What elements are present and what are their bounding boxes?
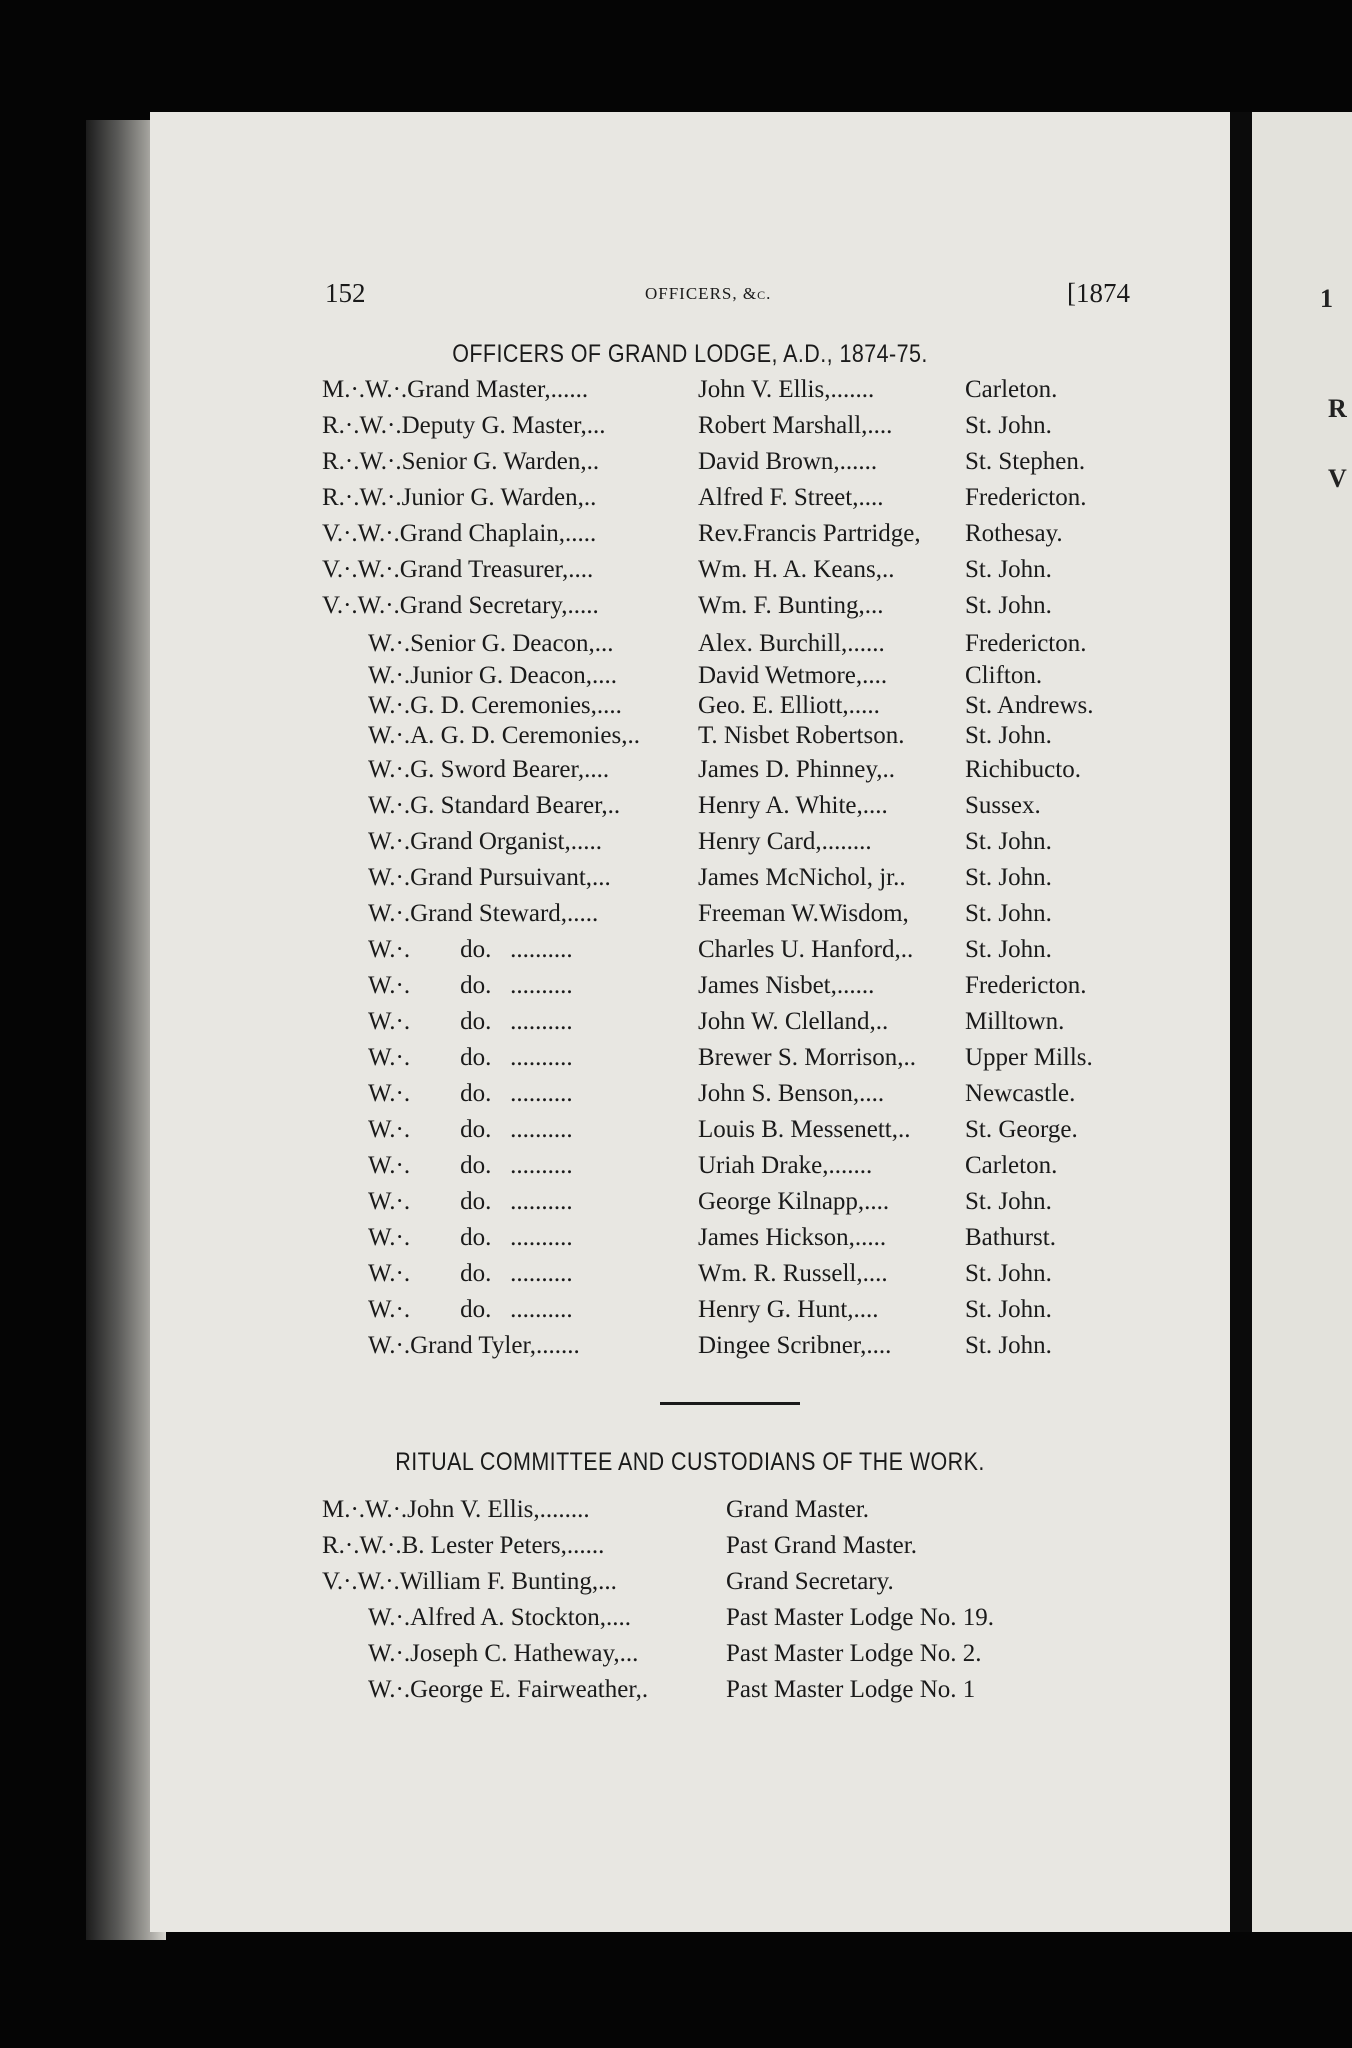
officer-place: Carleton. xyxy=(965,376,1058,403)
officer-name: Wm. R. Russell,.... xyxy=(698,1260,888,1287)
officer-row xyxy=(0,1188,1230,1222)
officer-name: Geo. E. Elliott,..... xyxy=(698,692,880,719)
officer-office: R.·.W.·.Senior G. Warden,.. xyxy=(322,448,600,475)
ritual-row xyxy=(0,1496,1230,1530)
officer-row xyxy=(0,692,1230,726)
officer-row xyxy=(0,412,1230,446)
officer-name: Henry G. Hunt,.... xyxy=(698,1296,879,1323)
officer-name: Alex. Burchill,...... xyxy=(698,630,885,657)
ritual-role: Past Grand Master. xyxy=(726,1532,917,1559)
officer-place: St. George. xyxy=(965,1116,1078,1143)
ritual-member: R.·.W.·.B. Lester Peters,...... xyxy=(322,1532,605,1559)
ritual-row xyxy=(0,1676,1230,1710)
officer-place: St. John. xyxy=(965,828,1052,855)
officer-place: Milltown. xyxy=(965,1008,1065,1035)
officer-row xyxy=(0,792,1230,826)
officer-name: James Nisbet,...... xyxy=(698,972,875,999)
next-page-edge xyxy=(1252,112,1352,1932)
ritual-row xyxy=(0,1532,1230,1566)
officer-name: Wm. H. A. Keans,.. xyxy=(698,556,895,583)
officer-office: W.·.A. G. D. Ceremonies,.. xyxy=(368,722,640,749)
officer-place: St. John. xyxy=(965,412,1052,439)
officer-name: John W. Clelland,.. xyxy=(698,1008,889,1035)
officer-place: St. John. xyxy=(965,864,1052,891)
officer-name: Freeman W.Wisdom, xyxy=(698,900,909,927)
officer-row xyxy=(0,1008,1230,1042)
officer-name: Uriah Drake,....... xyxy=(698,1152,873,1179)
officer-place: Fredericton. xyxy=(965,484,1087,511)
officer-office: W.·. do. .......... xyxy=(368,1224,573,1251)
officer-row xyxy=(0,1116,1230,1150)
officer-row xyxy=(0,972,1230,1006)
officer-name: David Brown,...... xyxy=(698,448,878,475)
officer-name: Charles U. Hanford,.. xyxy=(698,936,914,963)
next-page-fragment: V xyxy=(1328,464,1347,493)
officer-name: James Hickson,..... xyxy=(698,1224,887,1251)
officer-row xyxy=(0,1152,1230,1186)
next-page-fragment: R xyxy=(1328,394,1347,423)
officer-place: Newcastle. xyxy=(965,1080,1076,1107)
officer-office: W.·.Grand Tyler,....... xyxy=(368,1332,580,1359)
ritual-role: Past Master Lodge No. 19. xyxy=(726,1604,995,1631)
officer-name: John V. Ellis,....... xyxy=(698,376,875,403)
officer-row xyxy=(0,520,1230,554)
ritual-role: Grand Master. xyxy=(726,1496,870,1523)
officer-place: St. Stephen. xyxy=(965,448,1086,475)
officer-office: M.·.W.·.Grand Master,...... xyxy=(322,376,589,403)
officer-place: Sussex. xyxy=(965,792,1041,819)
officer-row xyxy=(0,556,1230,590)
ritual-role: Grand Secretary. xyxy=(726,1568,894,1595)
officer-office: V.·.W.·.Grand Chaplain,..... xyxy=(322,520,597,547)
officer-office: W.·. do. .......... xyxy=(368,972,573,999)
officer-name: James D. Phinney,.. xyxy=(698,756,895,783)
next-page-fragment: 1 xyxy=(1320,284,1333,313)
officer-office: W.·.G. D. Ceremonies,.... xyxy=(368,692,622,719)
officer-place: St. John. xyxy=(965,722,1052,749)
officer-place: St. John. xyxy=(965,900,1052,927)
ritual-row xyxy=(0,1604,1230,1638)
officer-row xyxy=(0,1296,1230,1330)
officer-office: W.·. do. .......... xyxy=(368,1116,573,1143)
ritual-role: Past Master Lodge No. 2. xyxy=(726,1640,982,1667)
officer-row xyxy=(0,864,1230,898)
officer-office: V.·.W.·.Grand Treasurer,.... xyxy=(322,556,594,583)
ritual-title: RITUAL COMMITTEE AND CUSTODIANS OF THE WORK. xyxy=(395,1448,985,1476)
ritual-member: W.·.Joseph C. Hatheway,... xyxy=(368,1640,639,1667)
officer-row xyxy=(0,1080,1230,1114)
officer-place: Bathurst. xyxy=(965,1224,1056,1251)
officer-place: Fredericton. xyxy=(965,972,1087,999)
officer-place: St. John. xyxy=(965,592,1052,619)
ritual-role: Past Master Lodge No. 1 xyxy=(726,1676,976,1703)
officer-name: George Kilnapp,.... xyxy=(698,1188,890,1215)
officer-row xyxy=(0,376,1230,410)
ritual-member: M.·.W.·.John V. Ellis,........ xyxy=(322,1496,590,1523)
officer-name: James McNichol, jr.. xyxy=(698,864,906,891)
officer-office: V.·.W.·.Grand Secretary,..... xyxy=(322,592,599,619)
officer-office: W.·.Grand Steward,..... xyxy=(368,900,599,927)
officer-office: R.·.W.·.Deputy G. Master,... xyxy=(322,412,606,439)
officer-office: W.·. do. .......... xyxy=(368,1296,573,1323)
officer-name: Henry A. White,.... xyxy=(698,792,888,819)
ritual-member: V.·.W.·.William F. Bunting,... xyxy=(322,1568,617,1595)
officer-name: David Wetmore,.... xyxy=(698,662,888,689)
officer-name: Rev.Francis Partridge, xyxy=(698,520,921,547)
officer-name: John S. Benson,.... xyxy=(698,1080,885,1107)
header-year: [1874 xyxy=(1067,278,1130,308)
officer-name: Louis B. Messenett,.. xyxy=(698,1116,911,1143)
section-divider xyxy=(660,1402,800,1405)
officer-row xyxy=(0,662,1230,696)
officer-place: St. John. xyxy=(965,936,1052,963)
officer-place: St. Andrews. xyxy=(965,692,1094,719)
officer-name: T. Nisbet Robertson. xyxy=(698,722,905,749)
ritual-row xyxy=(0,1640,1230,1674)
officer-office: W.·.G. Sword Bearer,.... xyxy=(368,756,610,783)
officer-name: Brewer S. Morrison,.. xyxy=(698,1044,917,1071)
officer-office: W.·.Grand Pursuivant,... xyxy=(368,864,611,891)
officer-office: W.·. do. .......... xyxy=(368,936,573,963)
officer-place: St. John. xyxy=(965,556,1052,583)
officer-place: Clifton. xyxy=(965,662,1043,689)
running-header xyxy=(325,278,1130,318)
officer-office: W.·. do. .......... xyxy=(368,1152,573,1179)
officer-row xyxy=(0,936,1230,970)
page-number: 152 xyxy=(325,278,366,308)
officer-place: Rothesay. xyxy=(965,520,1063,547)
officer-row xyxy=(0,448,1230,482)
officer-place: St. John. xyxy=(965,1188,1052,1215)
ritual-member: W.·.Alfred A. Stockton,.... xyxy=(368,1604,631,1631)
page-gutter xyxy=(1230,112,1252,1932)
officer-office: W.·.G. Standard Bearer,.. xyxy=(368,792,621,819)
officer-row xyxy=(0,1224,1230,1258)
officer-row xyxy=(0,1044,1230,1078)
officer-office: W.·. do. .......... xyxy=(368,1188,573,1215)
officer-row xyxy=(0,1332,1230,1366)
officer-place: Fredericton. xyxy=(965,630,1087,657)
officers-title: OFFICERS OF GRAND LODGE, A.D., 1874-75. xyxy=(452,340,928,368)
officer-office: R.·.W.·.Junior G. Warden,.. xyxy=(322,484,597,511)
officer-row xyxy=(0,722,1230,756)
officer-place: St. John. xyxy=(965,1332,1052,1359)
running-title: OFFICERS, &c. xyxy=(645,284,772,303)
officer-office: W.·.Grand Organist,..... xyxy=(368,828,602,855)
ritual-row xyxy=(0,1568,1230,1602)
officer-place: Richibucto. xyxy=(965,756,1081,783)
officer-row xyxy=(0,900,1230,934)
officer-place: St. John. xyxy=(965,1260,1052,1287)
officer-row xyxy=(0,592,1230,626)
ritual-member: W.·.George E. Fairweather,. xyxy=(368,1676,649,1703)
officer-row xyxy=(0,1260,1230,1294)
officer-name: Wm. F. Bunting,... xyxy=(698,592,884,619)
officer-row xyxy=(0,756,1230,790)
officer-name: Robert Marshall,.... xyxy=(698,412,893,439)
officer-place: Upper Mills. xyxy=(965,1044,1093,1071)
officer-row xyxy=(0,630,1230,664)
officer-place: Carleton. xyxy=(965,1152,1058,1179)
officer-office: W.·. do. .......... xyxy=(368,1008,573,1035)
officer-office: W.·. do. .......... xyxy=(368,1080,573,1107)
officer-name: Alfred F. Street,.... xyxy=(698,484,884,511)
officer-place: St. John. xyxy=(965,1296,1052,1323)
officer-office: W.·. do. .......... xyxy=(368,1260,573,1287)
officer-office: W.·. do. .......... xyxy=(368,1044,573,1071)
officer-row xyxy=(0,828,1230,862)
officer-name: Dingee Scribner,.... xyxy=(698,1332,892,1359)
officer-name: Henry Card,........ xyxy=(698,828,872,855)
officer-office: W.·.Junior G. Deacon,.... xyxy=(368,662,618,689)
officer-office: W.·.Senior G. Deacon,... xyxy=(368,630,614,657)
officer-row xyxy=(0,484,1230,518)
